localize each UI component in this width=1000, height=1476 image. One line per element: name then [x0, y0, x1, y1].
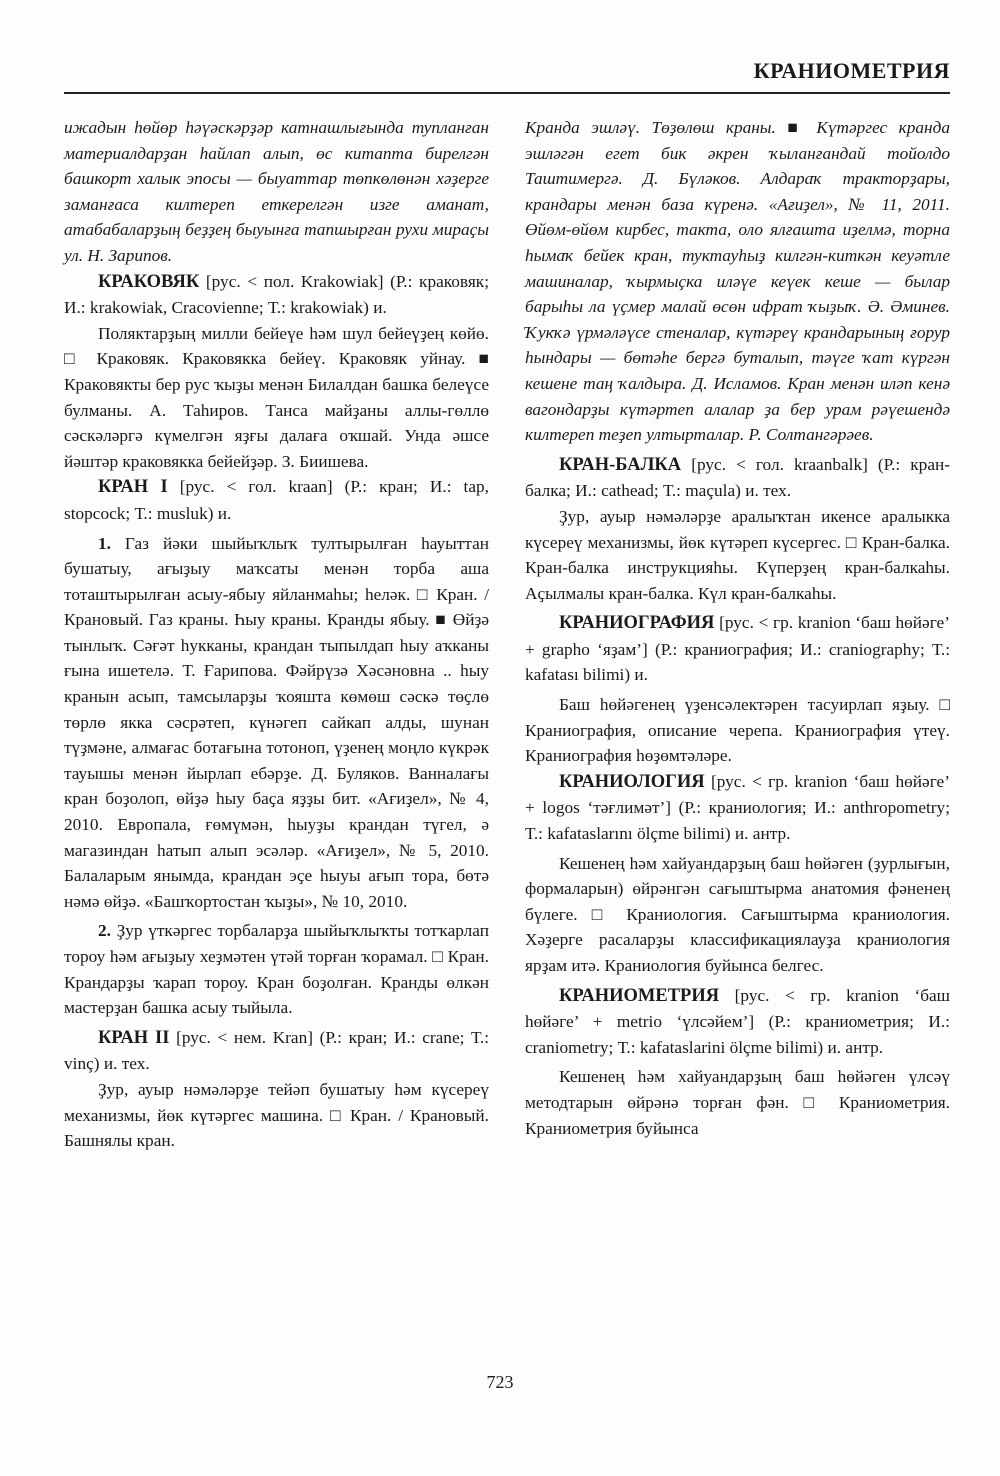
running-header: КРАНИОМЕТРИЯ	[753, 58, 950, 83]
left-column	[64, 115, 489, 1154]
definition-kran1-sense2	[64, 918, 489, 1020]
entry-kran1-head	[64, 474, 489, 526]
entry-kraniologiya-head	[525, 769, 950, 847]
entry-kran2-head	[64, 1025, 489, 1077]
headword-kraniologiya: КРАНИОЛОГИЯ	[559, 771, 705, 792]
definition-kran2: Ҙур, ауыр нәмәләрҙе тейәп бушатыу һәм күсереү механизмы, йөк күтәргес машина. □ Кран. / Крановый. Башнялы кран.	[64, 1079, 489, 1151]
headword-kraniometriya: КРАНИОМЕТРИЯ	[559, 985, 720, 1006]
etymology-kraniologiya: [рус. < гр. kranion ‘баш һөйәге’ + logos ‘тәғлимәт’] (Р.: краниология; И.: anthropometry; Т.: kafataslarını ölçme bilimi) и. антр.	[525, 771, 950, 844]
page-number: 723	[486, 1372, 514, 1392]
right-column	[525, 115, 950, 1141]
entry-kraniografiya-head	[525, 610, 950, 688]
definition-krakovyak: Поляктарҙың милли бейеүе һәм шул бейеүҙең көйө. □ Краковяк. Краковякка бейеү. Краковяк уйнау. ■ Краковякты бер рус ҡыҙы менән Билалдан башка белеүсе булманы. А. Таһиров. Танса майҙаны аллы-гөллө сәскәләргә күмелгән яҙғы далаға оҡшай. Унда әшсе йәштәр краковякка бейейҙәр. З. Биишева.	[64, 323, 489, 471]
definition-kran-balka: Ҙур, ауыр нәмәләрҙе аралыҡтан икенсе аралыкка күсереү механизмы, йөк күтәреп күсергес. □ Кран-балка. Кран-балка инструкцияһы. Күперҙең кран-балкаһы. Аҫылмалы кран-балка. Күл кран-балкаһы.	[525, 506, 950, 603]
entry-continuation-kran2: Кранда эшләү. Төҙөлөш краны. ■ Күтәргес кранда эшләгән егет бик әкрен ҡыланғандай тойолдо Таштимергә. Д. Бүләков. Алдараҡ тракторҙары, крандары менән база күренә. «Ағиҙел», № 11, 2011. Өйөм-өйөм кирбес, такта, оло ялғашта иҙелмә, торна һымаҡ бейек кран, туктауһыҙ килгән-киткән кеуәтле машиналар, ҡырмыҫка иләүе кеүек кеше — былар барыһы ла үҫмер малай өсөн ифрат ҡыҙыҡ. Ә. Әминев. Ҡукҡә үрмәләүсе стеналар, күтәреү крандарының ғорур һындары — бөтәһе бергә буталып, тәүге ҡат күргән кешене таң ҡалдыра. Д. Исламов. Кран менән иләп кенә вагондарҙы күтәртеп алалар ҙа бер урам рәүешендә килтереп теҙеп ултырталар. Р. Солтангәрәев.	[525, 118, 950, 445]
sense-number: 1.	[98, 533, 111, 553]
entry-kraniometriya-head	[525, 983, 950, 1061]
headword-kran-balka: КРАН-БАЛКА	[559, 454, 682, 475]
sense-text: Газ йәки шыйыҡлыҡ тултырылған һауыттан бушатыу, ағыҙыу маҡсаты менән торба аша тоташтырылған асыу-ябыу яйланмаһы; һеләк. □ Кран. / Крановый. Газ краны. Һыу краны. Кранды ябыу. ■ Өйҙә тынлыҡ. Сәғәт һукканы, крандан тыпылдап һыу аҡканы ғына ишетелә. Т. Ғарипова. Фәйрүзә Хәсәновна .. һыу кранын асып, тамсыларҙы ҡояшта көмөш сәскә төҫлө төрлө якка сәсрәтеп, күнәгеп сайкап алды, шунан түҙмәне, алмағас ботағына тотоноп, үҙенең моңло күкрәк тауышы менән йырлап ебәрҙе. Д. Буляков. Ванналағы кран боҙолоп, өйҙә һыу баҫа яҙҙы бит. «Ағиҙел», № 4, 2010. Европала, ғөмүмән, һыуҙы крандан түгел, ә магазиндан һатып алып эсәләр. «Ағиҙел», № 5, 2010. Балаларым янымда, крандан эҫе һыуы ағып тора, бөтә нәмә өйҙә. «Башҡортостан ҡыҙы», № 10, 2010.	[64, 533, 489, 911]
entry-krakovyak-head	[64, 269, 489, 321]
headword-krakovyak: КРАКОВЯК	[98, 271, 200, 292]
definition-kraniografiya: Баш һөйәгенең үҙенсәлектәрен тасуирлап яҙыу. □ Краниография, описание черепа. Краниография үтеү. Краниография һөҙөмтәләре.	[525, 695, 950, 766]
definition-kraniologiya: Кешенең һәм хайуандарҙың баш һөйәген (ҙурлығын, формаларын) өйрәнгән сағыштырма анатомия фәненең бүлеге. □ Краниология. Сағыштырма краниология. Хәҙерге расаларҙы классификациялауҙа краниология ярҙам итә. Краниология буйынса белгес.	[525, 853, 950, 975]
headword-kran1: КРАН I	[98, 477, 168, 498]
headword-kran2: КРАН II	[98, 1027, 170, 1048]
definition-kraniometriya: Кешенең һәм хайуандарҙың баш һөйәген үлсәү методтарын өйрәнә торған фән. □ Краниометрия. Краниометрия буйынса	[525, 1067, 950, 1138]
entry-continuation: ижадын һөйөр һәүәскәрҙәр катнашлығында тупланған материалдарҙан һайлап алып, өс китапта бирелгән башкорт халык эпосы — быуаттар төпкөлөнән хәҙерге заманғаса килтереп еткерелгән изге аманат, атабабаларҙың беҙҙең быуынға тапшырған рухи мираҫы ул. Н. Зарипов.	[64, 118, 489, 265]
etymology-kran1: [рус. < гол. kraan] (Р.: кран; И.: tap, stopcock; Т.: musluk) и.	[64, 477, 489, 523]
sense-text: Ҙур үткәргес торбаларҙа шыйыҡлыҡты тотҡарлап тороу һәм ағыҙыу хеҙмәтен үтәй торған ҡорамал. □ Кран. Крандарҙы ҡарап тороу. Кран боҙолған. Кранды өлкән мастерҙан башка асыу тыйыла.	[64, 921, 489, 1018]
etymology-kraniometriya: [рус. < гр. kranion ‘баш һөйәге’ + metrio ‘үлсәйем’] (Р.: краниометрия; И.: craniometry; Т.: kafataslarini ölçme bilimi) и. антр.	[525, 985, 950, 1057]
etymology-krakovyak: [рус. < пол. Krakowiak] (Р.: краковяк; И.: krakowiak, Cracovienne; Т.: krakowiak) и.	[64, 271, 489, 318]
header-rule	[64, 92, 950, 94]
etymology-kraniografiya: [рус. < гр. kranion ‘баш һөйәге’ + grapho ‘яҙам’] (Р.: краниография; И.: craniography; Т.: kafatası bilimi) и.	[525, 613, 950, 685]
headword-kraniografiya: КРАНИОГРАФИЯ	[559, 613, 715, 634]
entry-kran-balka-head	[525, 452, 950, 504]
sense-number: 2.	[98, 921, 111, 941]
etymology-kran-balka: [рус. < гол. kraanbalk] (Р.: кран-балка; И.: cathead; Т.: maçula) и. тех.	[525, 454, 950, 501]
definition-kran1-sense1	[64, 531, 489, 915]
etymology-kran2: [рус. < нем. Kran] (Р.: кран; И.: crane; Т.: vinç) и. тех.	[64, 1027, 489, 1074]
